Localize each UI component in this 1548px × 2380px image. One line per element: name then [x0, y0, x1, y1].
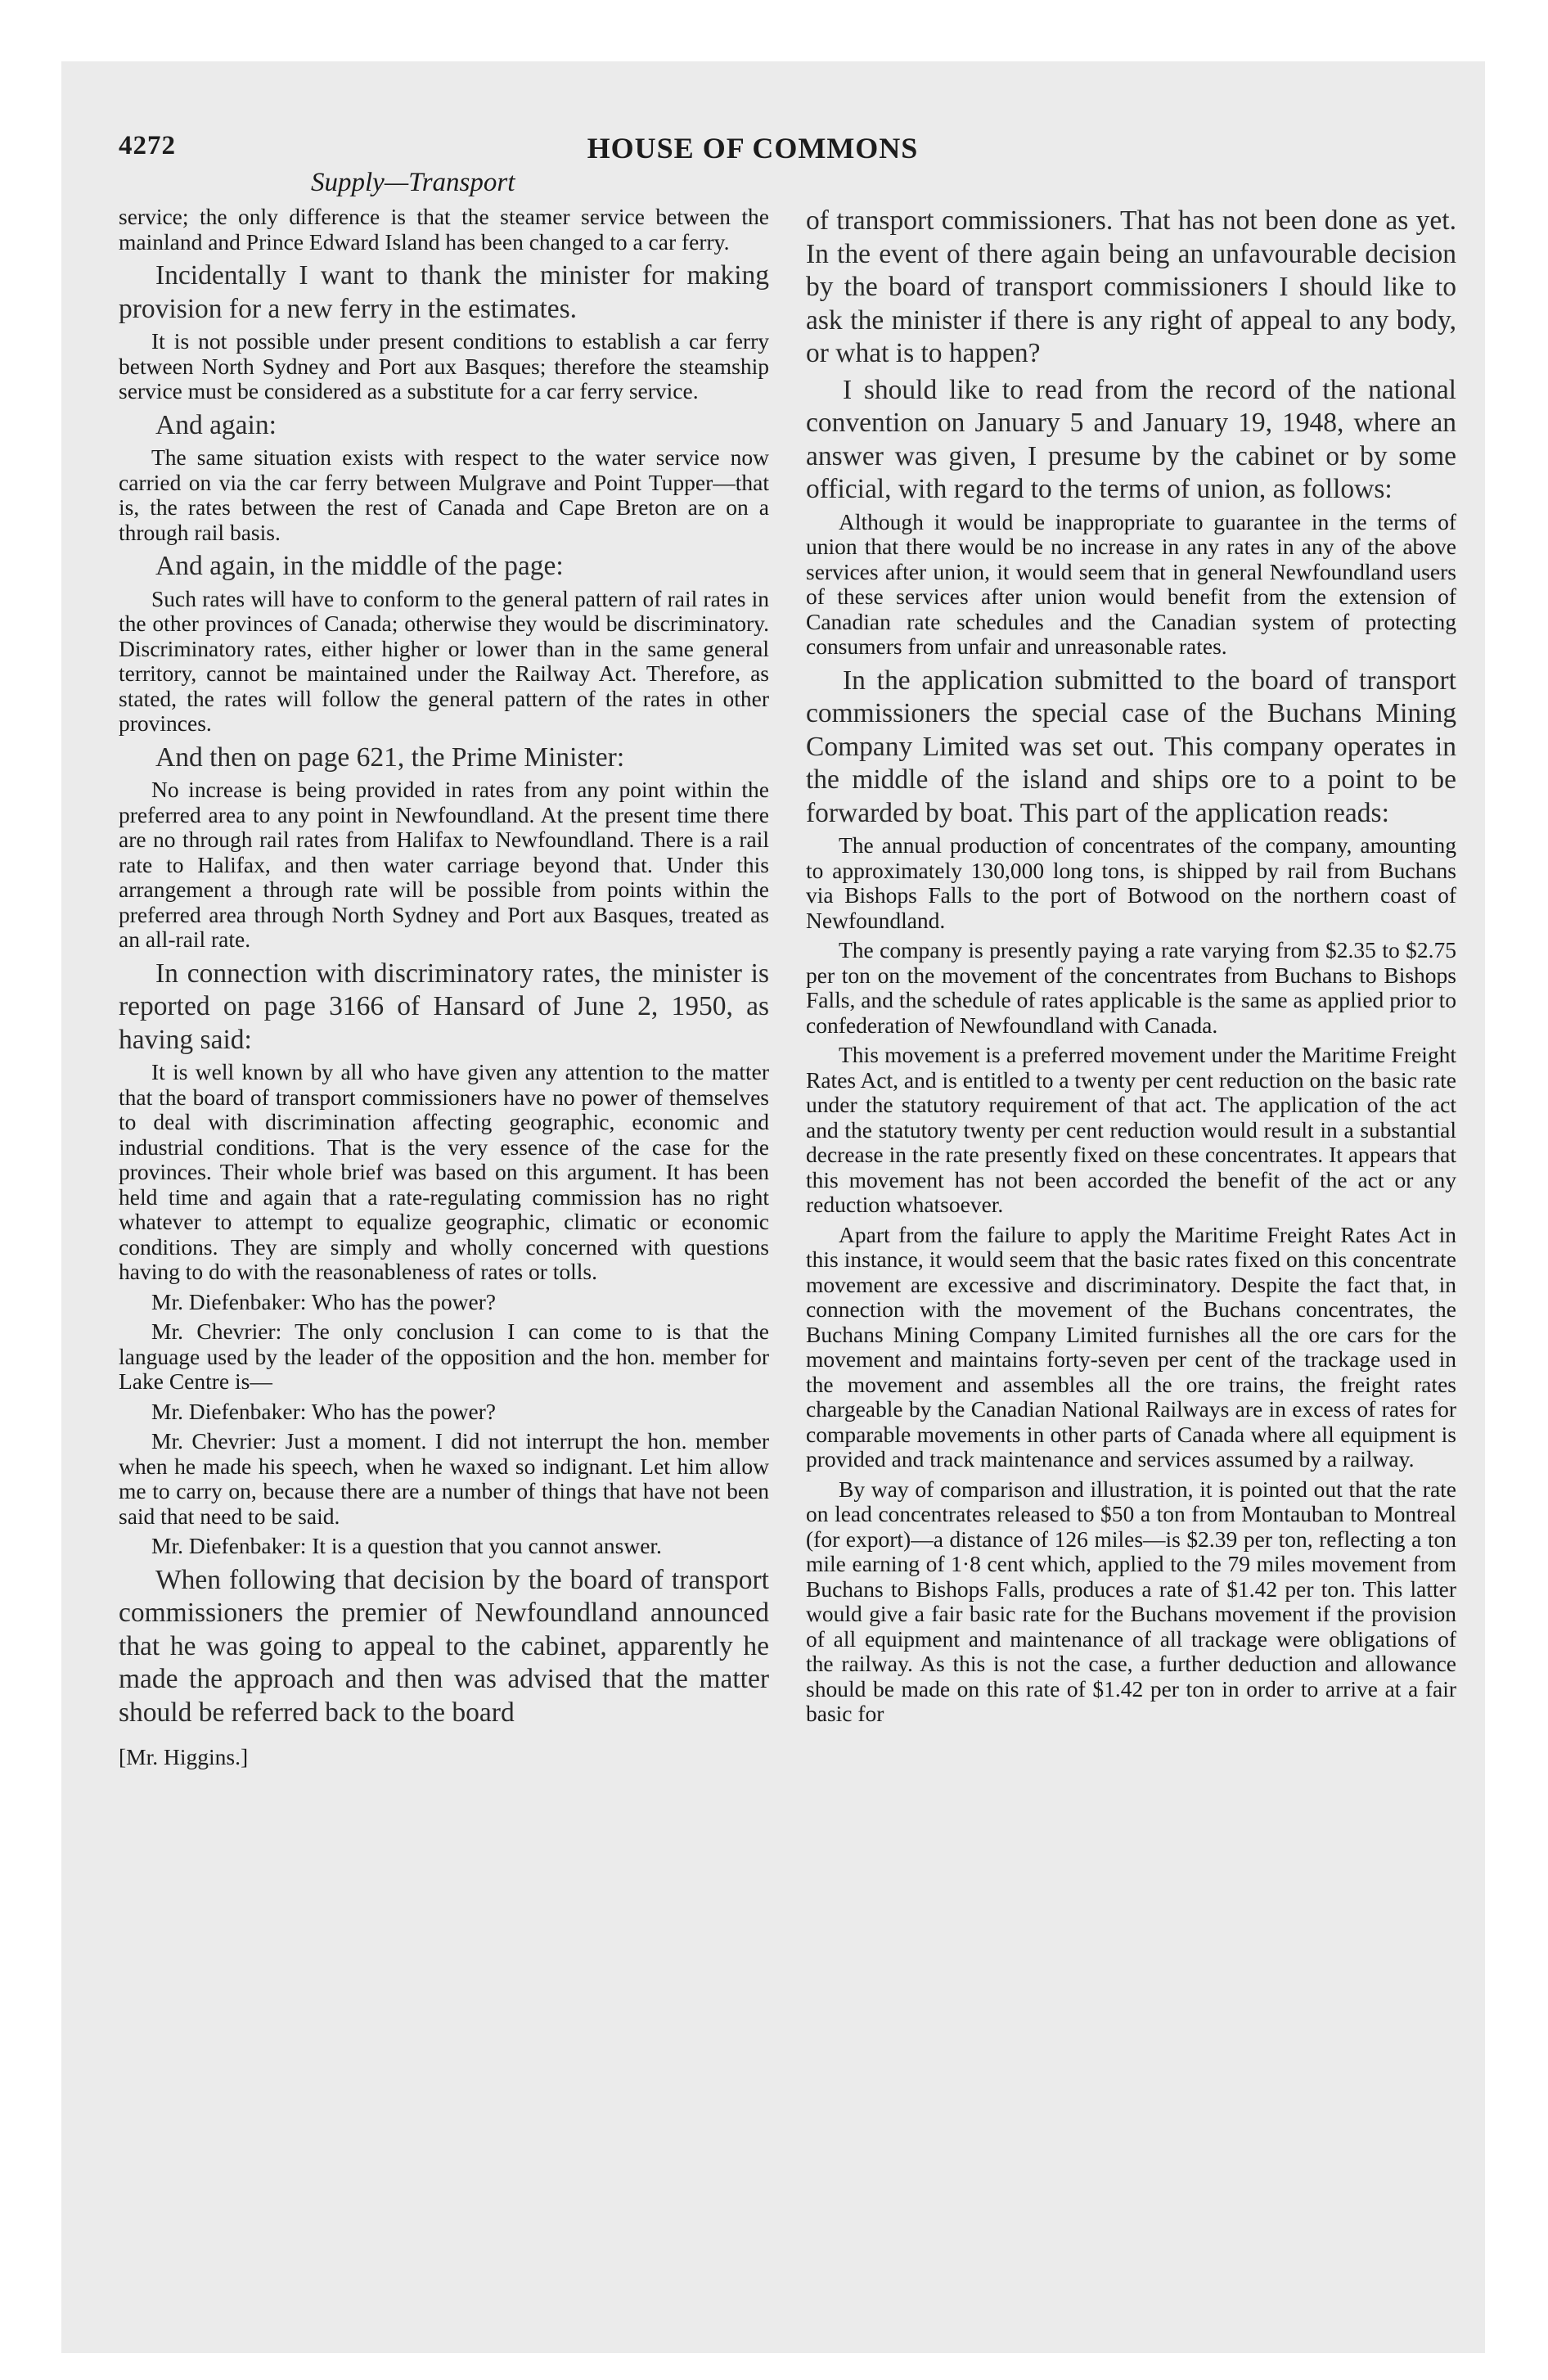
quoted-passage: By way of comparison and illustration, it is pointed out that the rate on lead concentrates released to $50 a ton from Montauban to Montreal (for export)—a distance of 126 miles—is $2.39 per ton, reflecting a ton mile earning of 1·8 cent which, applied to the 79 miles movement from Buchans to Bishops Falls, produces a rate of $1.42 per ton. This latter would give a fair basic rate for the Buchans movement if the provision of all equipment and maintenance of all trackage were obligations of the railway. As this is not the case, a further deduction and allowance should be made on this rate of $1.42 per ton in order to arrive at a fair basic for [806, 1476, 1456, 1726]
speech-paragraph: of transport commissioners. That has not been done as yet. In the event of there again being an unfavourable decision by the board of transport commissioners I should like to ask the minister if there is any right of appeal to any body, or what is to happen? [806, 205, 1456, 368]
section-title: Supply—Transport [311, 168, 515, 197]
speech-paragraph: And again, in the middle of the page: [155, 551, 564, 581]
quoted-passage: This movement is a preferred movement under the Maritime Freight Rates Act, and is entitled to a twenty per cent reduction on the basic rate under the statutory requirement of that act. The application of the act and the statutory twenty per cent reduction would result in a substantial decrease in the rate presently fixed on these concentrates. It appears that this movement has not been accorded the benefit of the act or any reduction whatsoever. [806, 1042, 1456, 1217]
dialogue-line: Mr. Chevrier: Just a moment. I did not interrupt the hon. member when he made his speech, when he waxed so indignant. Let him allow me to carry on, because there are a number of things that have not been said that need to be said. [119, 1428, 769, 1529]
quoted-passage: The company is presently paying a rate varying from $2.35 to $2.75 per ton on the movement of the concentrates from Buchans to Bishops Falls, and the schedule of rates applicable is the same as applied prior to confederation of Newfoundland with Canada. [806, 937, 1456, 1038]
quoted-passage: service; the only difference is that the steamer service between the mainland and Prince Edward Island has been changed to a car ferry. [119, 204, 769, 255]
quoted-passage: Such rates will have to conform to the general pattern of rail rates in the other provinces of Canada; otherwise they would be discriminatory. Discriminatory rates, either higher or lower than in the same general territory, cannot be maintained under the Railway Act. Therefore, as stated, the rates will follow the general pattern of the rates in other provinces. [119, 585, 769, 736]
quoted-passage: It is not possible under present conditions to establish a car ferry between North Sydney and Port aux Basques; therefore the steamship service must be considered as a substitute for a car ferry service. [119, 328, 769, 403]
speech-paragraph: I should like to read from the record of the national convention on January 5 and January 19, 1948, where an answer was given, I presume by the cabinet or by some official, with regard to the terms of union, as follows: [806, 374, 1456, 504]
quoted-passage: The annual production of concentrates of the company, amounting to approximately 130,000 long tons, is shipped by rail from Buchans via Bishops Falls to the port of Botwood on the northern coast of Newfoundland. [806, 832, 1456, 933]
left-column [119, 205, 769, 1770]
quoted-passage: Apart from the failure to apply the Maritime Freight Rates Act in this instance, it would seem that the basic rates fixed on this concentrate movement are excessive and discriminatory. Despite the fact that, in connection with the movement of the Buchans concentrates, the Buchans Mining Company Limited furnishes all the ore cars for the movement and maintains forty-seven per cent of the trackage used in the movement and assembles all the ore trains, the freight rates chargeable by the Canadian National Railways are in excess of rates for comparable movements in other parts of Canada where all equipment is provided and track maintenance and services assumed by a railway. [806, 1221, 1456, 1472]
speech-paragraph: Incidentally I want to thank the minister for making provision for a new ferry in the estimates. [119, 260, 769, 324]
speech-paragraph: When following that decision by the board of transport commissioners the premier of Newfoundland announced that he was going to appeal to the cabinet, apparently he made the approach and then was advised that the matter should be referred back to the board [119, 1564, 769, 1728]
dialogue-line: Mr. Chevrier: The only conclusion I can come to is that the language used by the leader of the opposition and the hon. member for Lake Centre is— [119, 1318, 769, 1394]
dialogue-line: Mr. Diefenbaker: It is a question that you cannot answer. [151, 1533, 662, 1558]
page-number: 4272 [119, 131, 176, 160]
dialogue-line: Mr. Diefenbaker: Who has the power? [151, 1398, 497, 1424]
speaker-attribution: [Mr. Higgins.] [119, 1744, 249, 1769]
speech-paragraph: And again: [155, 409, 277, 440]
speech-paragraph: In the application submitted to the board of transport commissioners the special case of the Buchans Mining Company Limited was set out. This company operates in the middle of the island and ships ore to a point to be forwarded by boat. This part of the application reads: [806, 665, 1456, 828]
speech-paragraph: And then on page 621, the Prime Minister: [155, 741, 625, 773]
speech-paragraph: In connection with discriminatory rates, the minister is reported on page 3166 of Hansard of June 2, 1950, as having said: [119, 958, 769, 1055]
quoted-passage: No increase is being provided in rates from any point within the preferred area to any point in Newfoundland. At the present time there are no through rail rates from Halifax to Newfoundland. There is a rail rate to Halifax, and then water carriage beyond that. Under this arrangement a through rate will be possible from points within the preferred area through North Sydney and Port aux Basques, treated as an all-rail rate. [119, 777, 769, 952]
quoted-passage: Although it would be inappropriate to guarantee in the terms of union that there would be no increase in any rates in any of the above services after union, it would seem that in general Newfoundland users of these services after union would benefit from the extension of Canadian rate schedules and the Canadian system of protecting consumers from unfair and unreasonable rates. [806, 508, 1456, 659]
page-header [119, 131, 1428, 172]
right-column [806, 205, 1456, 1732]
running-title: HOUSE OF COMMONS [587, 132, 919, 165]
quoted-passage: It is well known by all who have given any attention to the matter that the board of transport commissioners have no power of themselves to deal with discrimination affecting geographic, economic and industrial conditions. That is the very essence of the case for the provinces. Their whole brief was based on this argument. It has been held time and again that a rate-regulating commission has no right whatever to attempt to equalize geographic, climatic or economic conditions. They are simply and wholly concerned with questions having to do with the reasonableness of rates or tolls. [119, 1059, 769, 1284]
quoted-passage: The same situation exists with respect to the water service now carried on via the car ferry between Mulgrave and Point Tupper—that is, the rates between the rest of Canada and Cape Breton are on a through rail basis. [119, 444, 769, 545]
dialogue-line: Mr. Diefenbaker: Who has the power? [151, 1288, 497, 1314]
